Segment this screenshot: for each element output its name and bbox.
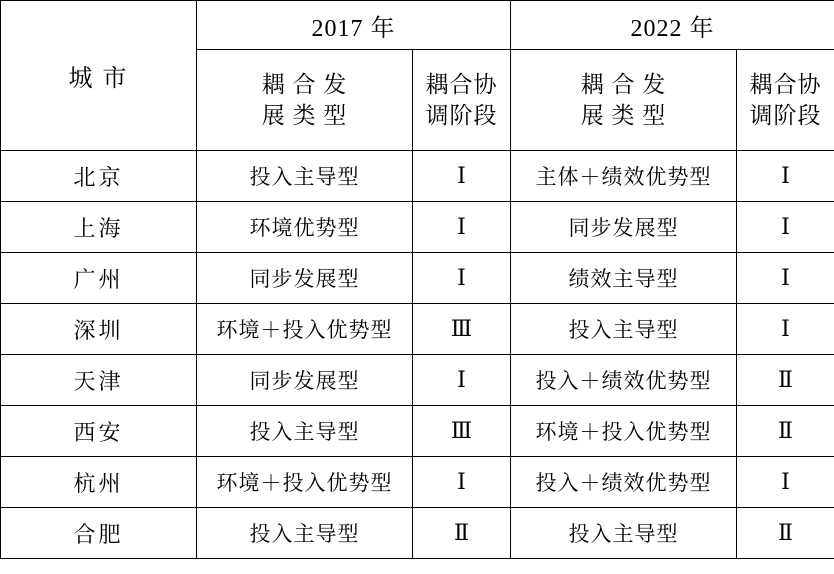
subheader-line: 耦 合 发 [261,71,348,97]
subheader-line: 耦合协 [749,71,822,97]
cell-type-2017: 环境＋投入优势型 [197,304,413,355]
column-group-header-2022: 2022 年 [511,1,834,50]
table-row [1,355,834,406]
cell-stage-2022: Ⅰ [737,151,834,202]
cell-type-2022: 投入＋绩效优势型 [511,355,737,406]
cell-stage-2022: Ⅱ [737,406,834,457]
cell-type-2022: 环境＋投入优势型 [511,406,737,457]
cell-city: 深圳 [1,304,197,355]
cell-type-2022: 绩效主导型 [511,253,737,304]
cell-stage-2017: Ⅰ [413,355,511,406]
cell-stage-2017: Ⅰ [413,253,511,304]
table-body [1,151,834,559]
column-header-coordination-stage-2017 [413,50,511,151]
table-row [1,202,834,253]
subheader-line: 调阶段 [425,103,498,128]
cell-stage-2017: Ⅲ [413,304,511,355]
cell-city: 杭州 [1,457,197,508]
subheader-line: 耦合协 [425,71,498,97]
cell-city: 西安 [1,406,197,457]
cell-stage-2022: Ⅰ [737,304,834,355]
cell-type-2022: 投入＋绩效优势型 [511,457,737,508]
cell-type-2017: 同步发展型 [197,355,413,406]
subheader-line: 展 类 型 [580,103,667,128]
cell-type-2017: 投入主导型 [197,151,413,202]
column-header-coupling-type-2022 [511,50,737,151]
cell-type-2022: 主体＋绩效优势型 [511,151,737,202]
cell-stage-2022: Ⅱ [737,508,834,559]
table-header [1,1,834,151]
cell-stage-2017: Ⅰ [413,457,511,508]
table-row [1,508,834,559]
cell-type-2017: 同步发展型 [197,253,413,304]
column-group-header-2017: 2017 年 [197,1,511,50]
cell-city: 上海 [1,202,197,253]
column-header-coordination-stage-2022 [737,50,834,151]
cell-city: 天津 [1,355,197,406]
header-row-years [1,1,834,50]
table-row [1,457,834,508]
cell-stage-2017: Ⅲ [413,406,511,457]
column-header-coupling-type-2017 [197,50,413,151]
cell-type-2022: 投入主导型 [511,508,737,559]
cell-stage-2022: Ⅰ [737,202,834,253]
column-header-city: 城 市 [1,1,197,151]
table-row [1,406,834,457]
subheader-line: 调阶段 [749,103,822,128]
cell-city: 合肥 [1,508,197,559]
cell-stage-2022: Ⅱ [737,355,834,406]
cell-type-2022: 投入主导型 [511,304,737,355]
cell-type-2017: 投入主导型 [197,508,413,559]
cell-stage-2022: Ⅰ [737,457,834,508]
table-row [1,151,834,202]
cell-stage-2017: Ⅱ [413,508,511,559]
cell-city: 北京 [1,151,197,202]
cell-city: 广州 [1,253,197,304]
cell-stage-2017: Ⅰ [413,202,511,253]
subheader-line: 耦 合 发 [580,71,667,97]
subheader-line: 展 类 型 [261,103,348,128]
cell-stage-2022: Ⅰ [737,253,834,304]
cell-type-2017: 环境优势型 [197,202,413,253]
table-row [1,304,834,355]
cell-type-2017: 环境＋投入优势型 [197,457,413,508]
cell-stage-2017: Ⅰ [413,151,511,202]
cell-type-2022: 同步发展型 [511,202,737,253]
table-row [1,253,834,304]
cell-type-2017: 投入主导型 [197,406,413,457]
